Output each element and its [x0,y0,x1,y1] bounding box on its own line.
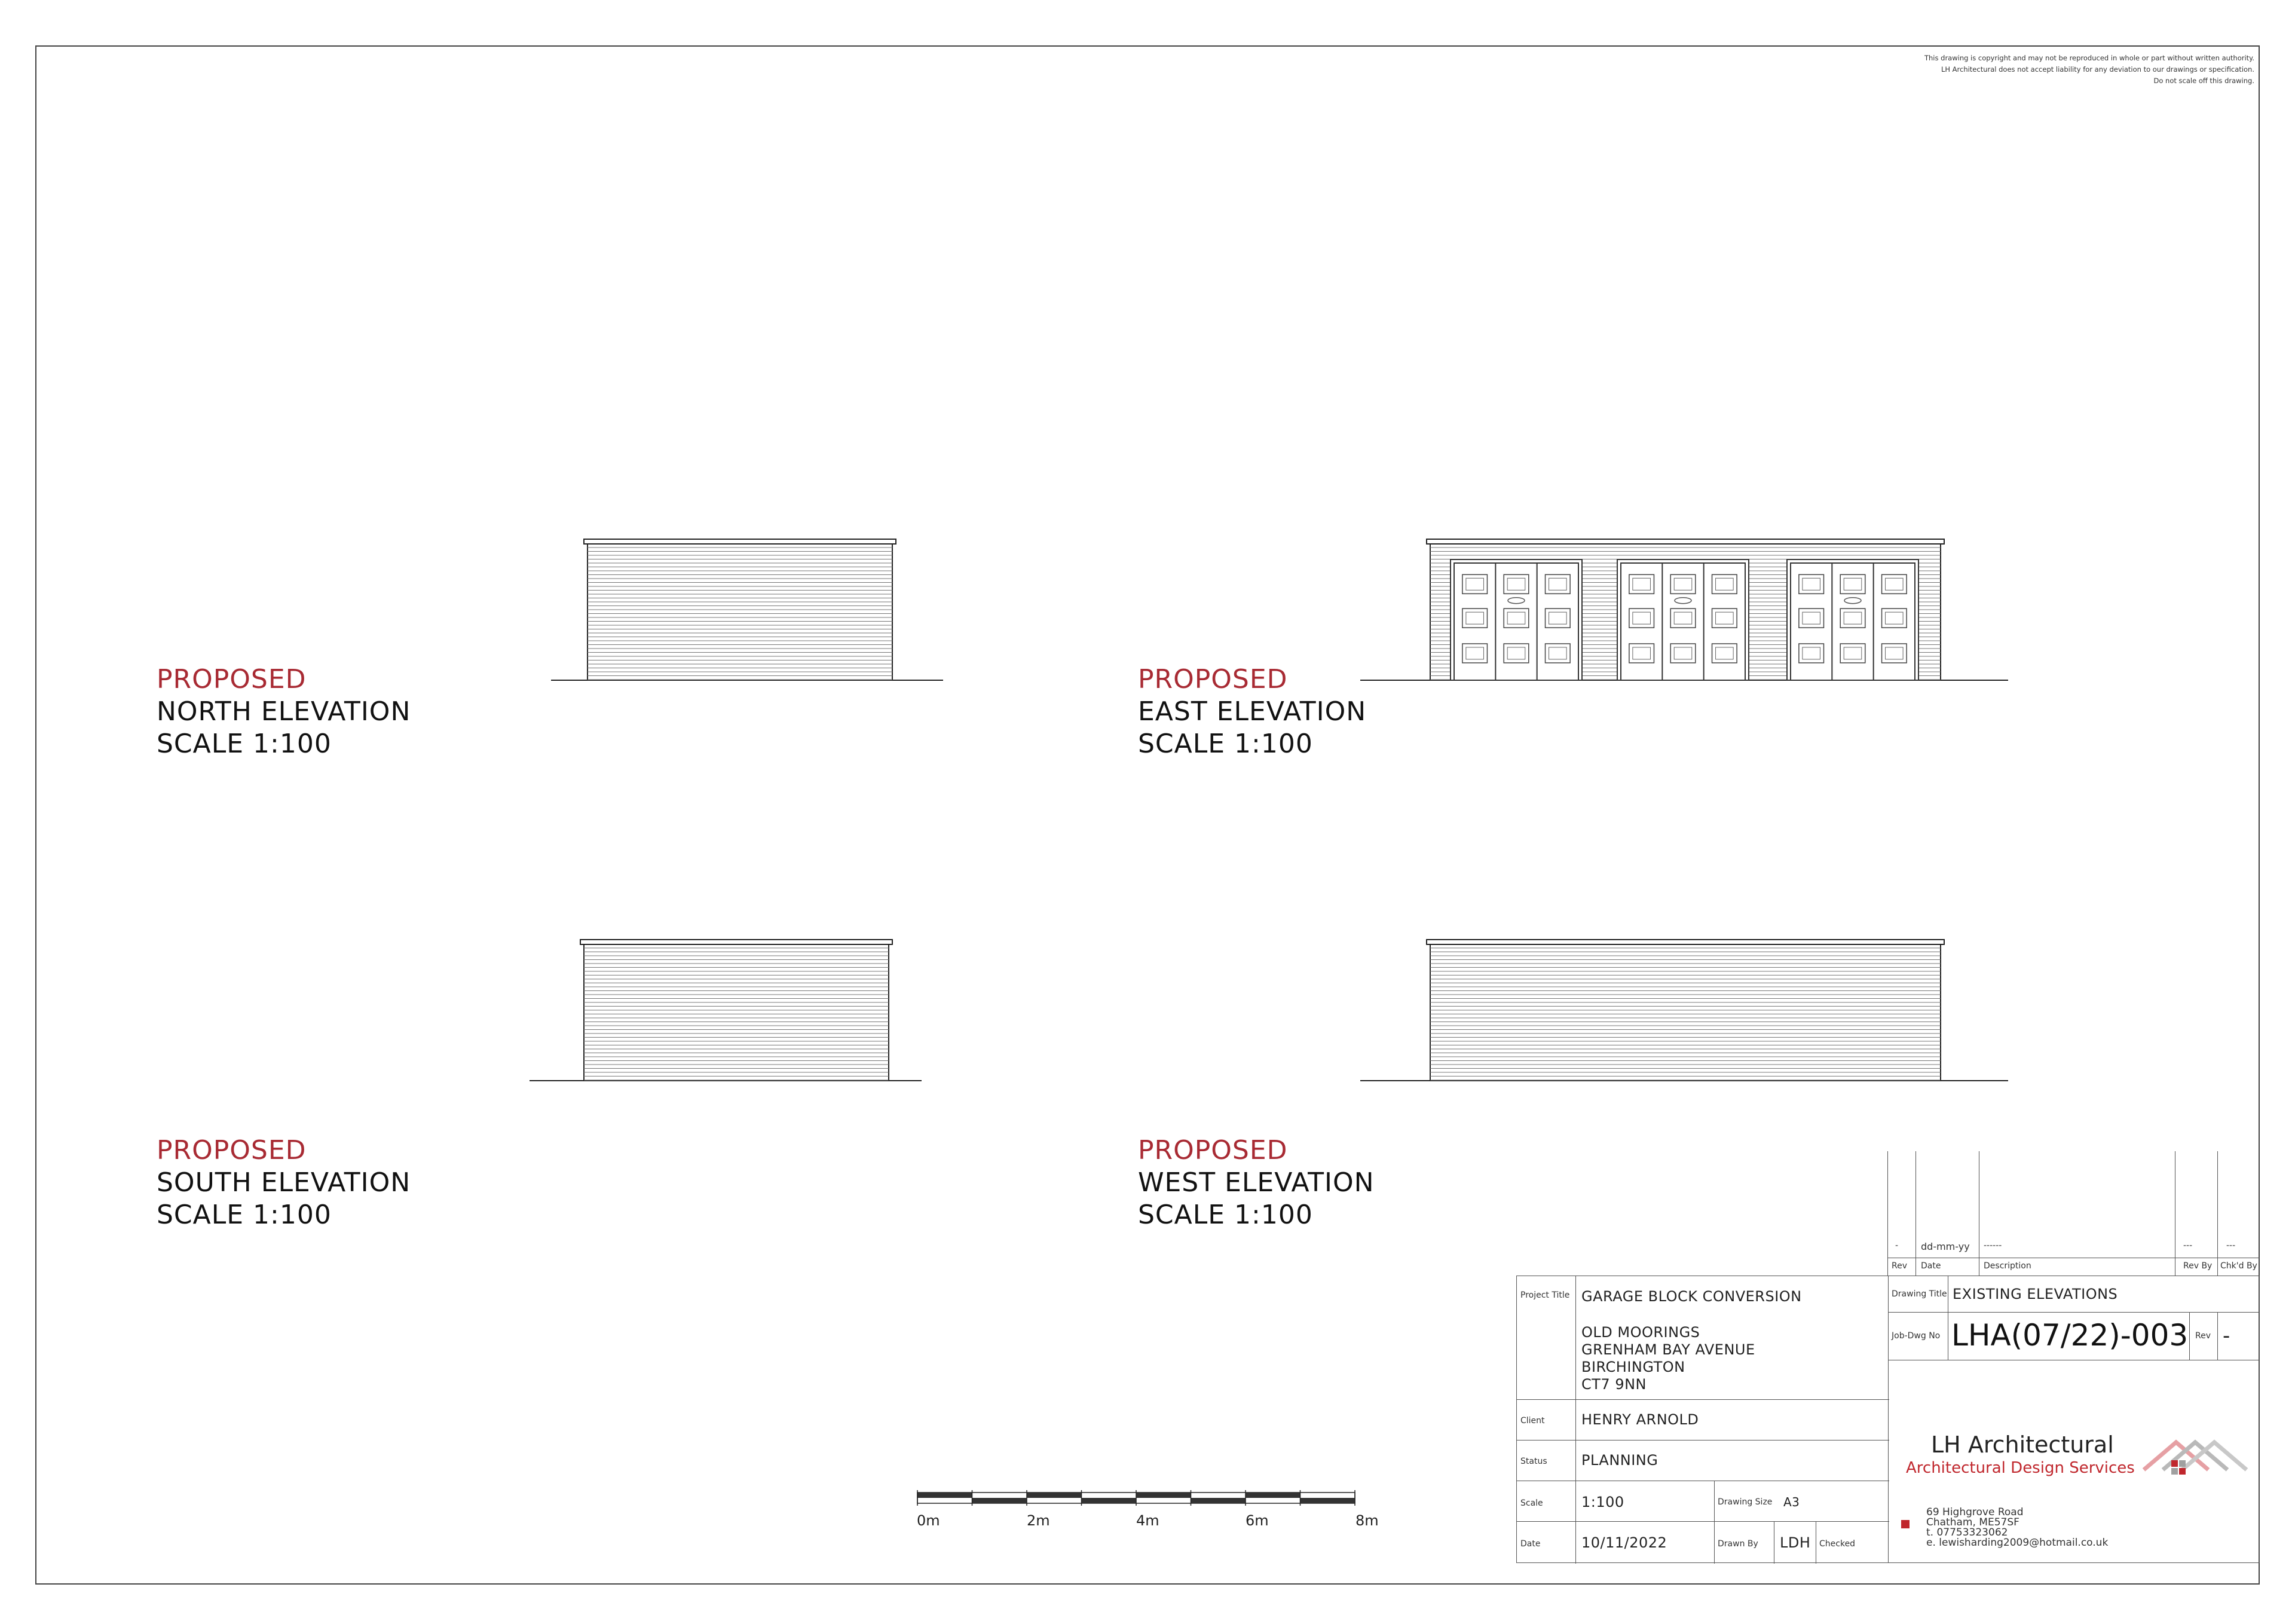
rev-date-value: dd-mm-yy [1921,1241,1970,1252]
door-panel-inner [1466,647,1484,659]
company-address-line: e. lewisharding2009@hotmail.co.uk [1926,1537,2109,1549]
north-elevation-label [157,663,411,760]
door-panel-inner [1716,612,1734,624]
south-elevation-label [157,1134,411,1231]
door-panel-inner [1886,578,1904,590]
rev-description-value: ------ [1984,1241,2002,1250]
job-no-label: Job-Dwg No [1892,1331,1941,1341]
address-line: BIRCHINGTON [1581,1359,1685,1375]
label-status: PROPOSED [157,664,307,695]
checked-by-header: Chk'd By [2220,1261,2257,1271]
rev-by-value: --- [2183,1241,2193,1250]
door-panel-inner [1674,647,1692,659]
south-elevation-drawing [530,940,922,1081]
door-panel-inner [1466,612,1484,624]
drawing-size-value: A3 [1783,1495,1800,1509]
company-logo [2138,1433,2257,1484]
label-scale: SCALE 1:100 [1138,1200,1313,1230]
date-label: Date [1520,1539,1541,1549]
roof-fascia [580,940,892,944]
door-handle [1844,598,1861,604]
east-elevation-label [1138,663,1366,760]
rev-by-header: Rev By [2183,1261,2213,1271]
address-line: OLD MOORINGS [1581,1324,1700,1341]
status-value: PLANNING [1581,1452,1658,1469]
wall-outline [1430,944,1941,1081]
revision-table [1887,1151,2259,1276]
title-block-project [1516,1276,1889,1563]
company-address [1926,1507,2108,1548]
door-panel-inner [1674,578,1692,590]
project-address [1581,1324,1755,1393]
door-panel-inner [1716,647,1734,659]
notice-line: This drawing is copyright and may not be reproduced in whole or part without written authority. [1924,54,2254,62]
drawing-size-label: Drawing Size [1718,1497,1773,1507]
scale-bar-segment [1246,1493,1300,1498]
notice-line: LH Architectural does not accept liability for any deviation to our drawings or specification. [1941,65,2254,74]
date-header: Date [1921,1261,1941,1271]
company-name: LH Architectural [1931,1432,2114,1458]
scale-bar [917,1490,1355,1506]
roof-fascia [584,539,896,544]
label-name: NORTH ELEVATION [157,696,411,727]
status-label: Status [1520,1457,1547,1466]
door-panel-inner [1466,578,1484,590]
door-panel-inner [1886,612,1904,624]
door-panel-inner [1507,612,1525,624]
rev-label: Rev [2195,1331,2211,1341]
door-panel-inner [1549,578,1567,590]
door-panel-inner [1633,578,1651,590]
label-scale: SCALE 1:100 [157,729,332,759]
label-status: PROPOSED [1138,664,1288,695]
door-panel-inner [1507,647,1525,659]
label-name: EAST ELEVATION [1138,696,1367,727]
client-value: HENRY ARNOLD [1581,1411,1699,1428]
scale-bar-segment [1191,1498,1246,1503]
door-handle [1675,598,1691,604]
drawn-by-value: LDH [1780,1534,1811,1551]
drawing-title-label: Drawing Title [1892,1289,1947,1299]
company-address-line: t. 07753323062 [1926,1527,2008,1539]
scale-bar-segment [1027,1493,1082,1498]
scale-label: 8m [1355,1512,1379,1529]
door-panel-inner [1549,612,1567,624]
scale-label: 2m [1027,1512,1050,1529]
company-bullet-icon [1901,1520,1910,1528]
company-tagline: Architectural Design Services [1906,1459,2135,1477]
door-panel-inner [1633,647,1651,659]
title-block-drawing [1888,1276,2260,1563]
wall-outline [584,944,889,1081]
door-panel-inner [1844,647,1862,659]
company-address-line: Chatham, ME57SF [1926,1516,2019,1528]
drawing-title-value: EXISTING ELEVATIONS [1953,1286,2118,1302]
label-name: WEST ELEVATION [1138,1167,1375,1198]
label-scale: SCALE 1:100 [1138,729,1313,759]
door-panel-inner [1886,647,1904,659]
west-elevation-drawing [1360,940,2008,1081]
east-elevation-drawing [1360,539,2008,680]
project-title-label: Project Title [1520,1290,1570,1300]
scale-bar-segment [1082,1498,1137,1503]
door-panel-inner [1803,647,1820,659]
label-status: PROPOSED [157,1135,307,1166]
label-scale: SCALE 1:100 [157,1200,332,1230]
checked-label: Checked [1819,1539,1856,1549]
roof-fascia [1427,539,1944,544]
scale-bar-segment [972,1498,1027,1503]
scale-label: 4m [1136,1512,1159,1529]
description-header: Description [1984,1261,2031,1271]
rev-value: - [1895,1241,1899,1250]
door-panel-inner [1803,612,1820,624]
door-panel-inner [1716,578,1734,590]
label-name: SOUTH ELEVATION [157,1167,411,1198]
checked-by-value: --- [2226,1241,2236,1250]
roof-fascia [1427,940,1944,944]
west-elevation-label [1138,1134,1375,1231]
door-panel-inner [1674,612,1692,624]
door-panel-inner [1633,612,1651,624]
door-panel-inner [1803,578,1820,590]
date-value: 10/11/2022 [1581,1534,1667,1551]
job-no-value: LHA(07/22)-003 [1951,1318,2189,1353]
rev-header: Rev [1892,1261,1907,1271]
project-title: GARAGE BLOCK CONVERSION [1581,1288,1802,1305]
notice-line: Do not scale off this drawing. [2153,77,2254,85]
scale-bar-segment [1136,1493,1191,1498]
door-panel-inner [1507,578,1525,590]
scale-label: 0m [917,1512,940,1529]
door-handle [1508,598,1525,604]
drawn-by-label: Drawn By [1718,1539,1758,1549]
scale-label: Scale [1520,1498,1543,1508]
label-status: PROPOSED [1138,1135,1288,1166]
scale-bar-segment [1300,1498,1355,1503]
scale-bar-segment [917,1493,972,1498]
door-panel-inner [1549,647,1567,659]
client-label: Client [1520,1416,1545,1426]
rev-value: - [2223,1324,2230,1348]
door-panel-inner [1844,612,1862,624]
company-address-line: 69 Highgrove Road [1926,1506,2024,1518]
scale-label: 6m [1246,1512,1269,1529]
wall-outline [587,544,892,680]
north-elevation-drawing [551,539,943,680]
scale-value: 1:100 [1581,1494,1624,1510]
address-line: CT7 9NN [1581,1376,1647,1393]
address-line: GRENHAM BAY AVENUE [1581,1341,1755,1358]
door-panel-inner [1844,578,1862,590]
